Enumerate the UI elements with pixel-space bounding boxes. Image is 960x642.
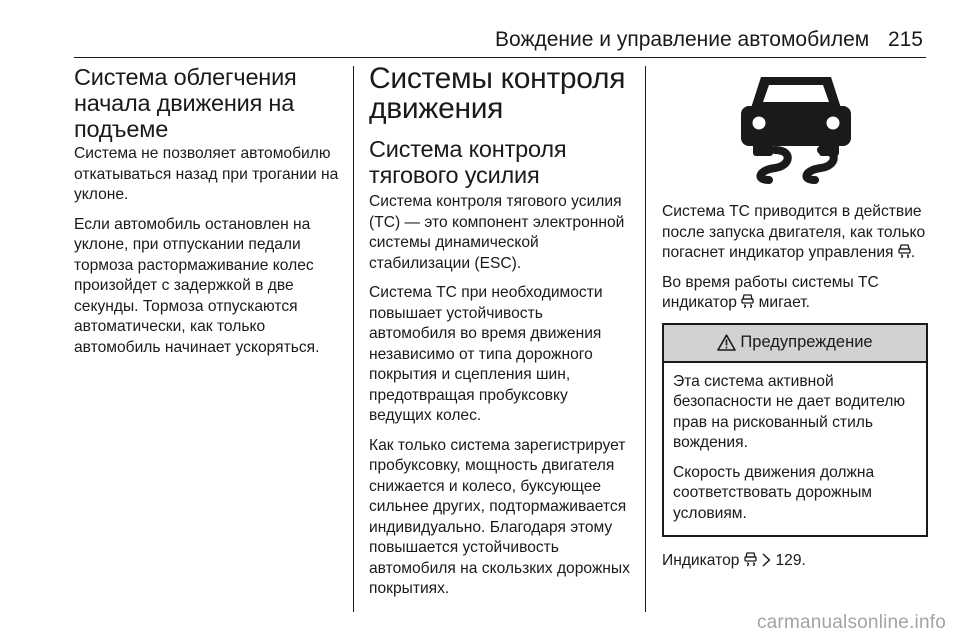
page-reference-icon bbox=[761, 553, 771, 567]
warning-body bbox=[664, 363, 926, 536]
paragraph: Эта система активной безопасности не дает водителю прав на рискованный стиль вождения. bbox=[673, 372, 906, 451]
paragraph: Система контроля тягового усилия (TC) — это компонент электронной системы динамической стабилизации (ESC). bbox=[369, 193, 625, 272]
paragraph: Система TC при необходимости повышает устойчивость автомобиля во время движения независимо от типа дорожного покрытия и сцепления шин, предотвращая пробуксовку ведущих колес. bbox=[369, 284, 603, 424]
column-right bbox=[662, 64, 930, 581]
column-divider bbox=[645, 66, 646, 612]
column-left bbox=[74, 64, 346, 367]
warning-title: Предупреждение bbox=[740, 333, 873, 351]
traction-control-icon bbox=[744, 552, 757, 567]
traction-control-icon bbox=[662, 68, 930, 184]
paragraph: Как только система зарегистрирует пробуксовку, мощность двигателя снижается и колесо, буксующее сильнее других, подтормаживается индивидуально. Благодаря этому повышается устойчивость автомобиля на скользких дорожных покрытиях. bbox=[369, 436, 630, 597]
section-heading: Системы контроля движения bbox=[369, 62, 626, 125]
cross-reference: Индикатор 129. bbox=[662, 552, 806, 569]
warning-triangle-icon bbox=[717, 334, 736, 351]
warning-box bbox=[662, 323, 928, 538]
paragraph: Скорость движения должна соответствовать дорожным условиям. bbox=[673, 463, 875, 522]
paragraph: Во время работы системы TC индикатор мигает. bbox=[662, 273, 879, 311]
traction-control-heading: Система контроля тягового усилия bbox=[369, 136, 567, 188]
column-middle bbox=[369, 64, 633, 609]
paragraph: Система не позволяет автомобилю откатываться назад при трогании на уклоне. bbox=[74, 145, 339, 203]
traction-control-icon bbox=[741, 294, 754, 309]
header-rule bbox=[74, 57, 926, 58]
hill-start-assist-heading: Система облегчения начала движения на подъеме bbox=[74, 64, 297, 142]
page-ref-number: 129. bbox=[775, 552, 806, 569]
traction-control-icon bbox=[898, 244, 911, 259]
paragraph: Система TC приводится в действие после запуска двигателя, как только погаснет индикатор управления . bbox=[662, 203, 926, 261]
page-number: 215 bbox=[887, 28, 923, 51]
watermark: carmanualsonline.info bbox=[756, 612, 946, 633]
warning-header bbox=[664, 325, 926, 363]
column-divider bbox=[353, 66, 354, 612]
running-head: Вождение и управление автомобилем bbox=[495, 28, 870, 51]
paragraph: Если автомобиль остановлен на уклоне, при отпускании педали тормоза растормаживание колес произойдет с задержкой в две секунды. Тормоза отпускаются автоматически, как только автомобиль начинает ускоряться. bbox=[74, 215, 320, 356]
